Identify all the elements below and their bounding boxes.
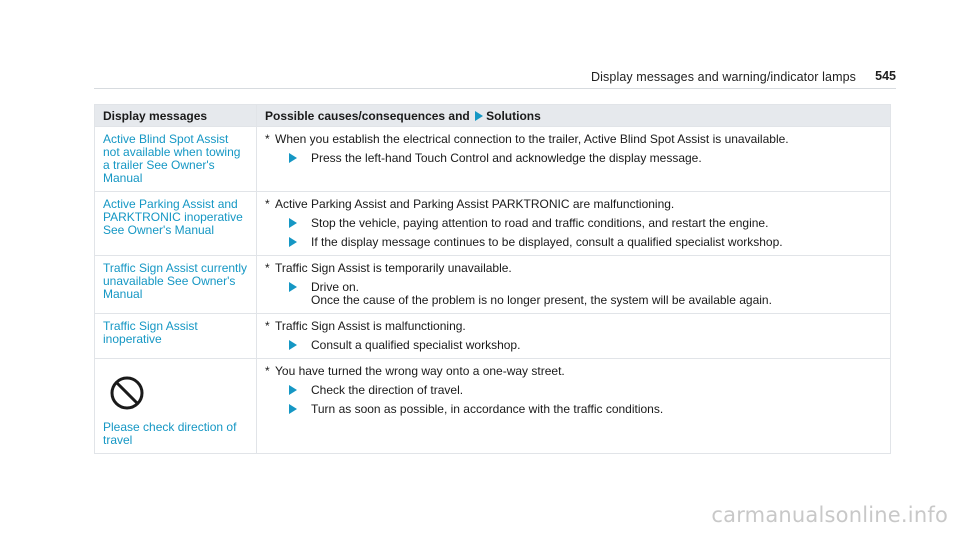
cause-cell <box>257 127 891 192</box>
solution-step <box>265 152 882 165</box>
display-message: Traffic Sign Assist inoperative <box>95 314 257 359</box>
display-message: Please check direction of travel <box>103 420 237 447</box>
col-header-display-messages: Display messages <box>95 105 257 127</box>
asterisk: * <box>265 261 270 275</box>
display-message: Traffic Sign Assist currently unavailable See Owner's Manual <box>95 256 257 314</box>
no-entry-icon <box>109 375 145 411</box>
page-number: 545 <box>875 69 896 83</box>
display-message: Active Blind Spot Assist not available when towing a trailer See Owner's Manual <box>95 127 257 192</box>
table-row <box>95 359 891 454</box>
solution-text: Press the left-hand Touch Control and acknowledge the display message. <box>311 151 702 165</box>
arrow-right-icon <box>289 385 297 395</box>
arrow-right-icon <box>289 340 297 350</box>
table-header-row <box>95 105 891 127</box>
arrow-right-icon <box>289 237 297 247</box>
arrow-right-icon <box>289 282 297 292</box>
display-message-cell <box>95 359 257 454</box>
display-messages-table <box>94 104 891 454</box>
arrow-right-icon <box>289 153 297 163</box>
page-header-title: Display messages and warning/indicator lamps <box>591 70 856 84</box>
col-header-causes-solutions <box>257 105 891 127</box>
cause-cell <box>257 256 891 314</box>
cause-text: * You have turned the wrong way onto a one-way street. <box>265 364 565 378</box>
col-header-causes-label: Possible causes/consequences and <box>265 109 470 123</box>
cause-text: * Traffic Sign Assist is temporarily unavailable. <box>265 261 512 275</box>
solution-step <box>265 281 882 307</box>
solution-step <box>265 384 882 397</box>
asterisk: * <box>265 197 270 211</box>
asterisk: * <box>265 319 270 333</box>
arrow-right-icon <box>475 111 483 121</box>
solution-text: Check the direction of travel. <box>311 383 464 397</box>
solution-text: Consult a qualified specialist workshop. <box>311 338 521 352</box>
table-row <box>95 314 891 359</box>
cause-text: * Active Parking Assist and Parking Assist PARKTRONIC are malfunctioning. <box>265 197 675 211</box>
display-message: Active Parking Assist and PARKTRONIC inoperative See Owner's Manual <box>95 192 257 256</box>
asterisk: * <box>265 364 270 378</box>
arrow-right-icon <box>289 404 297 414</box>
table-row <box>95 192 891 256</box>
solution-step <box>265 217 882 230</box>
solution-text: Drive on. <box>311 280 360 294</box>
solution-text: Stop the vehicle, paying attention to road and traffic conditions, and restart the engine. <box>311 216 769 230</box>
solution-note: Once the cause of the problem is no longer present, the system will be available again. <box>311 293 772 307</box>
solution-step <box>265 339 882 352</box>
cause-text: * Traffic Sign Assist is malfunctioning. <box>265 319 466 333</box>
cause-cell <box>257 314 891 359</box>
solution-text: If the display message continues to be displayed, consult a qualified specialist workshop. <box>311 235 783 249</box>
solution-step <box>265 236 882 249</box>
table-row <box>95 256 891 314</box>
watermark: carmanualsonline.info <box>711 503 948 527</box>
arrow-right-icon <box>289 218 297 228</box>
cause-cell <box>257 192 891 256</box>
asterisk: * <box>265 132 270 146</box>
solution-text: Turn as soon as possible, in accordance with the traffic conditions. <box>311 402 664 416</box>
col-header-solutions-label: Solutions <box>486 109 541 123</box>
cause-cell <box>257 359 891 454</box>
solution-step <box>265 403 882 416</box>
cause-text: * When you establish the electrical connection to the trailer, Active Blind Spot Assist is unavailable. <box>265 132 789 146</box>
table-row <box>95 127 891 192</box>
header-divider <box>94 88 896 89</box>
